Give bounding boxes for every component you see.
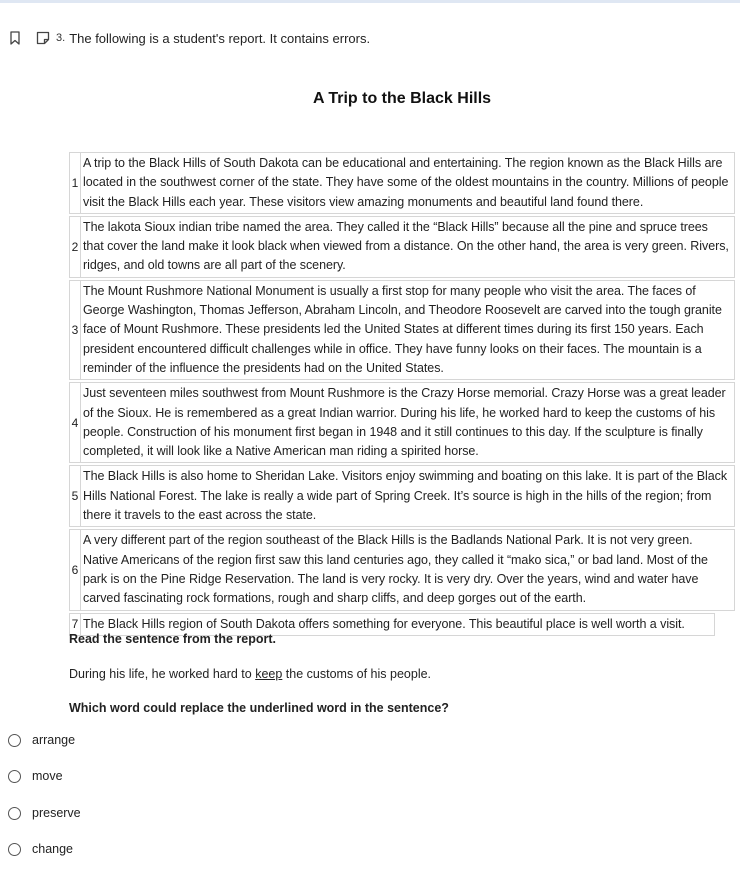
option-change[interactable] — [8, 842, 73, 856]
paragraph-text: A trip to the Black Hills of South Dakota can be educational and entertaining. The region known as the Black Hills are located in the southwest corner of the state. They have some of the oldest mountains in the country. Millions of people visit the Black Hills each year. These visitors view amazing monuments and beautiful land found there. — [83, 156, 729, 209]
question-header — [8, 28, 370, 48]
paragraph-text: Just seventeen miles southwest from Mount Rushmore is the Crazy Horse memorial. Crazy Horse was a great leader of the Sioux. He is remembered as a great Indian warrior. During his life, he worked hard to keep the customs of his people. Construction of his monument first began in 1948 and it still continues to this day. If the sculpture is finally completed, it will look like a Native American man riding a spirited horse. — [83, 386, 726, 459]
radio-button[interactable] — [8, 734, 21, 747]
underlined-word: keep — [255, 667, 283, 681]
paragraph-text: The Black Hills is also home to Sheridan Lake. Visitors enjoy swimming and boating on this lake. It is part of the Black Hills National Forest. The lake is really a wide part of Spring Creek. It’s source is high in the hills of the region; from there it travels to the east across the state. — [83, 469, 728, 523]
paragraph-number: 5 — [70, 466, 81, 526]
paragraph-row — [69, 280, 735, 380]
paragraph-row — [69, 465, 735, 527]
question-text: The following is a student's report. It contains errors. — [69, 30, 371, 46]
radio-button[interactable] — [8, 807, 21, 820]
paragraph-text: A very different part of the region southeast of the Black Hills is the Badlands National Park. It is not very green. Native Americans of the region first saw this land centuries ago, they called it “mako sica,” or bad land. Most of the park is on the Pine Ridge Reservation. The land is very rocky. It is very dry. Over the years, wind and water have carved fascinating rock formations, rough and sharp cliffs, and deep gorges out of the earth. — [83, 533, 708, 606]
bookmark-icon[interactable] — [8, 31, 22, 45]
paragraph-number: 2 — [70, 217, 81, 277]
paragraph-number: 4 — [70, 383, 81, 462]
note-icon[interactable] — [36, 31, 50, 45]
sentence-before: During his life, he worked hard to — [69, 667, 256, 681]
paragraph-number: 3 — [70, 281, 81, 379]
option-label: preserve — [32, 806, 81, 820]
option-label: move — [32, 769, 63, 783]
option-arrange[interactable] — [8, 733, 75, 747]
paragraph-text: The Black Hills region of South Dakota offers something for everyone. This beautiful place is well worth a visit. — [83, 616, 685, 631]
option-preserve[interactable] — [8, 806, 81, 820]
report-paragraphs — [69, 152, 735, 638]
option-label: arrange — [32, 733, 76, 747]
question-prompt: Which word could replace the underlined word in the sentence? — [69, 701, 449, 715]
radio-button[interactable] — [8, 843, 21, 856]
option-move[interactable] — [8, 769, 63, 783]
paragraph-number: 6 — [70, 530, 81, 609]
option-label: change — [32, 842, 74, 856]
paragraph-row — [69, 382, 735, 463]
report-title: A Trip to the Black Hills — [312, 90, 492, 107]
read-sentence-prompt: Read the sentence from the report. — [69, 632, 276, 646]
sentence-after: the customs of his people. — [282, 667, 432, 681]
paragraph-row — [69, 152, 735, 214]
paragraph-row — [69, 529, 735, 610]
paragraph-row — [69, 216, 735, 278]
top-bar — [0, 0, 740, 3]
quoted-sentence — [69, 667, 431, 681]
radio-button[interactable] — [8, 770, 21, 783]
paragraph-text: The Mount Rushmore National Monument is usually a first stop for many people who visit the area. The faces of George Washington, Thomas Jefferson, Abraham Lincoln, and Theodore Roosevelt are carved into the tough granite face of Mount Rushmore. These presidents led the United States at different times during its first 150 years. Each president encountered difficult challenges while in office. They have funny looks on their faces. The mountain is a reminder of the influence the presidents had on the United States. — [83, 283, 722, 375]
paragraph-text: The lakota Sioux indian tribe named the area. They called it the “Black Hills” because all the pine and spruce trees that cover the land make it look black when viewed from a distance. On the other hand, the area is very green. Rivers, ridges, and old towns are all part of the scenery. — [83, 219, 729, 273]
paragraph-number: 1 — [70, 153, 81, 213]
question-number: 3. — [56, 32, 66, 44]
paragraph-number: 7 — [70, 614, 81, 635]
